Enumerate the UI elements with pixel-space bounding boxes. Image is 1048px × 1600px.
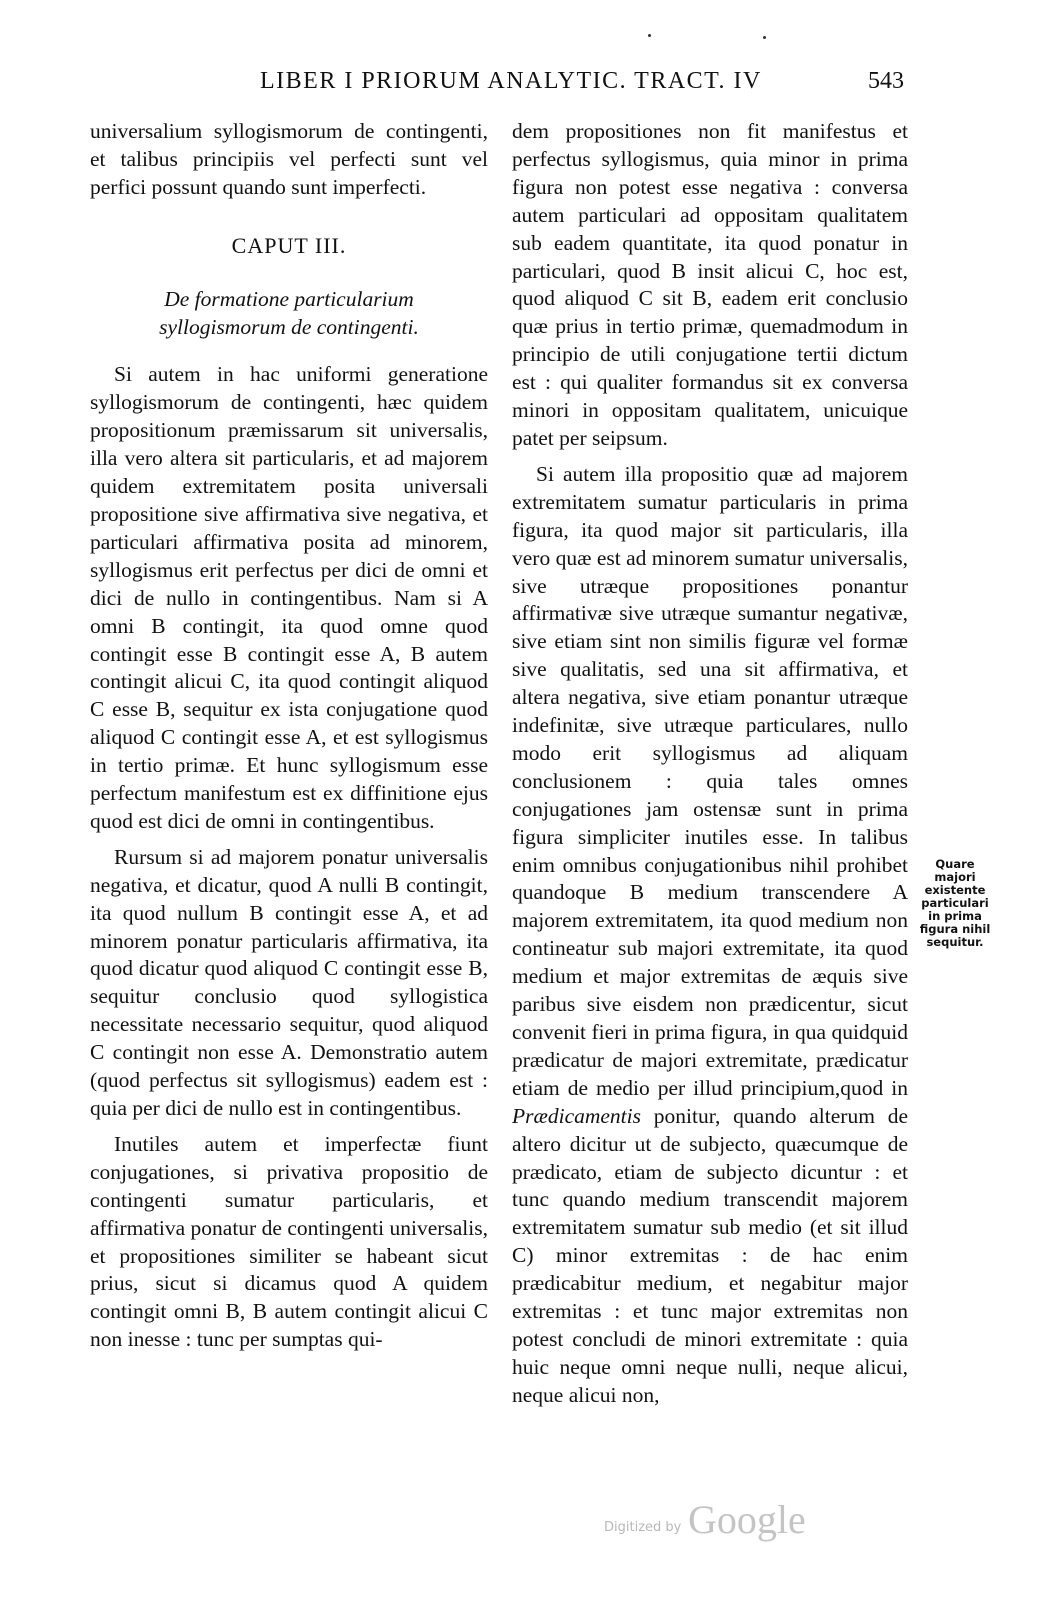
paragraph: Rursum si ad majorem ponatur universalis negativa, et dicatur, quod A nulli B contingit, ita quod nullum B contingit esse A, et ad minorem ponatur particularis affirmativa, ita quod dicatur quod aliquod C contingit esse B, sequitur conclusio quod syllogistica necessitate necessario sequitur, quod aliquod C contingit non esse A. Demonstratio autem (quod perfectus sit syllogismus) eadem est : quia per dici de nullo est in contingentibus. [90,844,488,1120]
paragraph-text: ponitur, quando alterum de altero dicitur ut de subjecto, quæcumque de prædicato, etiam de subjecto dicuntur : et tunc quando medium transcendit majorem extremitatem sumatur sub medio (et sit illud C) minor extremitas : de hac enim prædicabitur medium, et negabitur major extremitas : et tunc major extremitas non potest concludi de minori extremitate : quia huic neque omni neque nulli, neque alicui, neque alicui non, [512,1103,908,1407]
chapter-heading: CAPUT III. [231,232,347,258]
running-title: LIBER I PRIORUM ANALYTIC. TRACT. IV [260,68,762,94]
margin-note: Quare majori existente particulari in prima figura nihil sequitur. [919,857,991,949]
left-column [90,118,488,1354]
footer-prefix: Digitized by [604,1520,682,1535]
digitization-footer [596,1496,836,1556]
page-number: 543 [868,68,904,94]
paragraph-continuation: dem propositiones non fit manifestus et perfectus syllogismus, quia minor in prima figura non potest esse negativa : conversa autem particulari ad oppositam qualitatem sub eadem quantitate, ita quod ponatur in particulari, quod B insit alicui C, hoc est, quod aliquod C sit B, eadem erit conclusio quæ prius in tertio primæ, quemadmodum in principio de utili conjugatione tertii dictum est : qui qualiter formandus sit ex conversa minori in oppositam qualitatem, unicuique patet per seipsum. [512,119,908,450]
paragraph-text: Si autem illa propositio quæ ad majorem extremitatem sumatur particularis in prima figura, ita quod major sit particularis, illa vero quæ est ad minorem sumatur universalis, sive utræque propositiones ponantur affirmativæ sive utræque sumantur negativæ, sive etiam sint non similis figuræ vel formæ sive qualitatis, sed una sit affirmativa, et altera negativa, sive etiam ponantur utræque indefinitæ, sive utræque particulares, nullo modo erit syllogismus ad aliquam conclusionem : quia tales omnes conjugationes jam ostensæ sunt in prima figura simpliciter inutiles esse. In talibus enim omnibus conjugationibus nihil prohibet quandoque B medium transcendere A majorem extremitatem, ita quod medium non contineatur sub majori extremitate, ita quod medium et major extremitas de æquis sive paribus sive eisdem non prædicentur, sicut convenit fieri in prima figura, in qua quidquid prædicatur de majori extremitate, prædicatur etiam de medio per illud principium,quod in [512,461,908,1100]
paragraph: Si autem in hac uniformi generatione syllogismorum de contingenti, hæc quidem propositionum præmissarum sit universalis, illa vero altera sit particularis, et ad majorem quidem extremitatem posita universali propositione sive affirmativa sive negativa, et particulari affirmativa posita ad minorem, syllogismus erit perfectus per dici de omni et dici de nullo in contingentibus. Nam si A omni B contingit, ita quod omne quod contingit esse B contingit esse A, B autem contingit alicui C, ita quod contingit aliquod C esse B, sequitur ex ista conjugatione quod aliquod C contingit esse A, et est syllogismus in tertio primæ. Et hunc syllogismum esse perfectum manifestum est ex diffinitione ejus quod est dici de omni in contingentibus. [90,362,488,833]
page-speck [763,36,766,39]
page-header [0,68,1048,104]
paragraph-continuation: universalium syllogismorum de contingenti, et talibus principiis vel perfecti sunt vel perfici possunt quando sunt imperfecti. [90,119,488,199]
right-column [512,118,908,1410]
chapter-title: De formatione particularium syllogismorum de contingenti. [159,286,419,339]
work-title-italic: Prædicamentis [512,1103,641,1128]
paragraph [512,461,908,1410]
paragraph: Inutiles autem et imperfectæ fiunt conjugationes, si privativa propositio de contingenti sumatur particularis, et affirmativa ponatur de contingenti universalis, et propositiones similiter se habeant sicut prius, sicut si dicamus quod A quidem contingit omni B, B autem contingit alicui C non inesse : tunc per sumptas qui- [90,1131,488,1352]
google-logo: Google [688,1497,806,1542]
page-speck [648,34,651,37]
